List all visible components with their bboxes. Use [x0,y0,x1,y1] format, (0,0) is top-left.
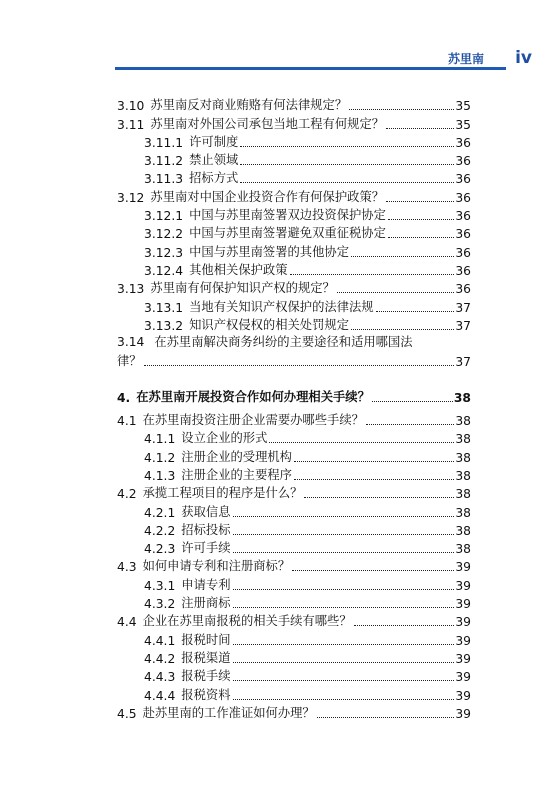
toc-entry-number: 4.2 [117,487,137,502]
toc-entry-number: 3.12.1 [144,209,184,224]
toc-entry-number: 4.2.1 [144,505,176,520]
toc-entry-page: 36 [455,209,471,224]
toc-entry[interactable] [117,205,471,223]
leader-dots [388,237,454,238]
toc-entry-text: 承揽工程项目的程序是什么？ [142,486,303,501]
toc-entry-text: 企业在苏里南报税的相关手续有哪些？ [142,614,352,629]
leader-dots [351,256,454,257]
toc-entry-page: 38 [455,523,471,538]
toc-entry-number: 3.12.3 [144,245,184,260]
leader-dots [349,109,454,110]
leader-dots [388,219,454,220]
toc-entry-page: 36 [455,172,471,187]
leader-dots [240,146,454,147]
toc-entry-text: 获取信息 [181,504,231,519]
toc-chapter-page: 38 [453,390,471,405]
toc-entry-page: 36 [455,154,471,169]
toc-entry-page: 37 [455,300,471,315]
leader-dots [144,365,455,366]
toc-entry-number: 4.3.1 [144,578,176,593]
toc-entry[interactable] [117,241,471,259]
toc-entry[interactable] [117,278,471,296]
toc-entry[interactable] [117,648,471,666]
toc-entry-page: 35 [455,117,471,132]
leader-dots [240,164,454,165]
toc-entry-text: 报税资料 [181,687,231,702]
toc-entry-text: 许可制度 [189,134,239,149]
toc-entry-number: 4.3 [117,560,137,575]
toc-entry-number: 4.4.4 [144,688,176,703]
toc-entry-text: 招标投标 [181,522,231,537]
toc-section-3 [117,95,471,333]
toc-entry[interactable] [117,684,471,702]
toc-entry-page: 35 [455,99,471,114]
toc-entry-text: 注册企业的主要程序 [181,467,292,482]
leader-dots [294,479,454,480]
toc-entry-text: 苏里南反对商业贿赂有何法律规定？ [150,98,348,113]
toc-entry-page: 36 [455,245,471,260]
toc-entry-number: 3.14 [117,334,145,349]
leader-dots [292,570,454,571]
toc-entry-number: 3.13.2 [144,318,184,333]
toc-entry-text: 中国与苏里南签署避免双重征税协定 [189,226,386,241]
toc-entry-number: 3.11.3 [144,172,184,187]
toc-entry[interactable] [117,593,471,611]
toc-entry-page: 36 [455,263,471,278]
toc-entry-text: 苏里南有何保护知识产权的规定？ [150,281,335,296]
toc-section-4 [117,410,471,721]
leader-dots [376,311,455,312]
toc-entry-text: 赴苏里南的工作准证如何办理？ [142,705,315,720]
toc-entry[interactable] [117,150,471,168]
leader-dots [351,329,454,330]
leader-dots [366,424,454,425]
toc-entry[interactable] [117,666,471,684]
toc-chapter-number: 4. [117,390,131,405]
leader-dots [290,274,455,275]
toc-entry-page: 36 [455,282,471,297]
toc-entry-text: 在苏里南解决商务纠纷的主要途径和适用哪国法 [154,334,413,349]
toc-entry-page: 39 [455,706,471,721]
toc-entry-number: 3.12 [117,190,145,205]
toc-entry-number: 4.2.2 [144,523,176,538]
toc-entry[interactable] [117,703,471,721]
toc-entry-number: 3.11.2 [144,154,184,169]
toc-entry[interactable] [117,113,471,131]
toc-entry[interactable] [117,315,471,333]
toc-entry-page: 38 [455,432,471,447]
toc-entry-wrapped[interactable] [117,333,471,370]
toc-entry[interactable] [117,223,471,241]
toc-entry[interactable] [117,501,471,519]
toc-entry[interactable] [117,483,471,501]
toc-entry-text-cont: 律？ [117,354,142,369]
leader-dots [354,625,455,626]
toc-entry-text: 报税手续 [181,669,231,684]
toc-entry-text: 许可手续 [181,541,231,556]
toc-entry-number: 3.11 [117,117,145,132]
toc-entry[interactable] [117,538,471,556]
page-number: iv [515,48,532,68]
toc-entry[interactable] [117,410,471,428]
toc-entry[interactable] [117,428,471,446]
toc-chapter-text: 在苏里南开展投资合作如何办理相关手续？ [136,389,370,404]
leader-dots [233,644,455,645]
leader-dots [294,461,454,462]
leader-dots [233,516,455,517]
toc-chapter-4[interactable] [117,386,471,404]
leader-dots [304,497,454,498]
table-of-contents [117,95,471,721]
running-header [115,44,532,68]
toc-entry-text: 中国与苏里南签署的其他协定 [189,244,349,259]
leader-dots [317,717,455,718]
leader-dots [386,128,454,129]
leader-dots [233,534,455,535]
toc-entry-number: 4.4.3 [144,670,176,685]
leader-dots [233,607,455,608]
leader-dots [233,589,455,590]
toc-entry-text: 招标方式 [189,171,239,186]
toc-entry-page: 39 [455,578,471,593]
leader-dots [386,201,454,202]
toc-entry-number: 4.2.3 [144,542,176,557]
toc-entry-page: 39 [455,688,471,703]
toc-entry-page: 38 [455,414,471,429]
toc-entry-page: 38 [455,450,471,465]
toc-entry[interactable] [117,446,471,464]
toc-entry-page: 38 [455,468,471,483]
toc-entry-text: 如何申请专利和注册商标？ [142,559,291,574]
leader-dots [240,182,454,183]
leader-dots [337,292,454,293]
toc-entry-page: 37 [455,318,471,333]
toc-entry-page: 39 [455,615,471,630]
toc-entry-text: 在苏里南投资注册企业需要办哪些手续？ [142,413,364,428]
toc-entry[interactable] [117,556,471,574]
toc-entry[interactable] [117,611,471,629]
toc-entry-text: 申请专利 [181,577,231,592]
header-rule [115,67,506,70]
leader-dots [233,552,455,553]
toc-entry-number: 3.13.1 [144,300,184,315]
toc-entry-number: 4.4.1 [144,633,176,648]
toc-entry-number: 4.5 [117,706,137,721]
header-title: 苏里南 [447,52,484,66]
toc-entry-number: 3.13 [117,282,145,297]
toc-entry-page: 36 [455,227,471,242]
toc-entry-number: 3.10 [117,99,145,114]
toc-entry-text: 报税渠道 [181,650,231,665]
toc-entry-text: 当地有关知识产权保护的法律法规 [189,299,374,314]
toc-entry-line-1 [117,333,471,351]
toc-entry[interactable] [117,95,471,113]
toc-entry-text: 知识产权侵权的相关处罚规定 [189,317,349,332]
toc-entry-number: 3.12.4 [144,263,184,278]
toc-entry-text: 中国与苏里南签署双边投资保护协定 [189,208,386,223]
toc-entry-text: 禁止领域 [189,153,239,168]
toc-entry-page: 38 [455,505,471,520]
toc-entry-text: 报税时间 [181,632,231,647]
toc-entry-number: 4.3.2 [144,597,176,612]
toc-entry[interactable] [117,629,471,647]
toc-entry-number: 4.1.2 [144,450,176,465]
toc-entry-page: 36 [455,135,471,150]
toc-entry[interactable] [117,168,471,186]
leader-dots [372,401,453,402]
toc-entry-text: 设立企业的形式 [181,431,268,446]
toc-entry-number: 4.1.3 [144,468,176,483]
toc-entry[interactable] [117,186,471,204]
toc-entry-number: 4.4 [117,615,137,630]
toc-entry-text: 注册企业的受理机构 [181,449,292,464]
toc-entry-page: 39 [455,597,471,612]
toc-entry-page: 39 [455,651,471,666]
toc-entry[interactable] [117,465,471,483]
leader-dots [233,662,455,663]
toc-entry-number: 3.11.1 [144,135,184,150]
toc-entry[interactable] [117,520,471,538]
toc-entry-page: 38 [455,487,471,502]
toc-entry-page: 37 [455,355,471,370]
toc-entry-number: 4.1 [117,414,137,429]
toc-entry[interactable] [117,574,471,592]
toc-entry[interactable] [117,296,471,314]
leader-dots [233,680,455,681]
toc-entry-text: 注册商标 [181,596,231,611]
toc-entry[interactable] [117,260,471,278]
toc-entry-page: 38 [455,542,471,557]
toc-entry-line-2 [117,351,471,369]
toc-entry-page: 39 [455,633,471,648]
toc-entry[interactable] [117,132,471,150]
leader-dots [233,699,455,700]
toc-entry-page: 36 [455,190,471,205]
toc-entry-text: 苏里南对外国公司承包当地工程有何规定？ [150,116,385,131]
toc-entry-number: 4.1.1 [144,432,176,447]
toc-entry-text: 其他相关保护政策 [189,262,288,277]
leader-dots [269,442,454,443]
toc-entry-text: 苏里南对中国企业投资合作有何保护政策？ [150,189,385,204]
toc-entry-page: 39 [455,560,471,575]
toc-entry-number: 4.4.2 [144,651,176,666]
toc-entry-page: 39 [455,670,471,685]
toc-entry-number: 3.12.2 [144,227,184,242]
